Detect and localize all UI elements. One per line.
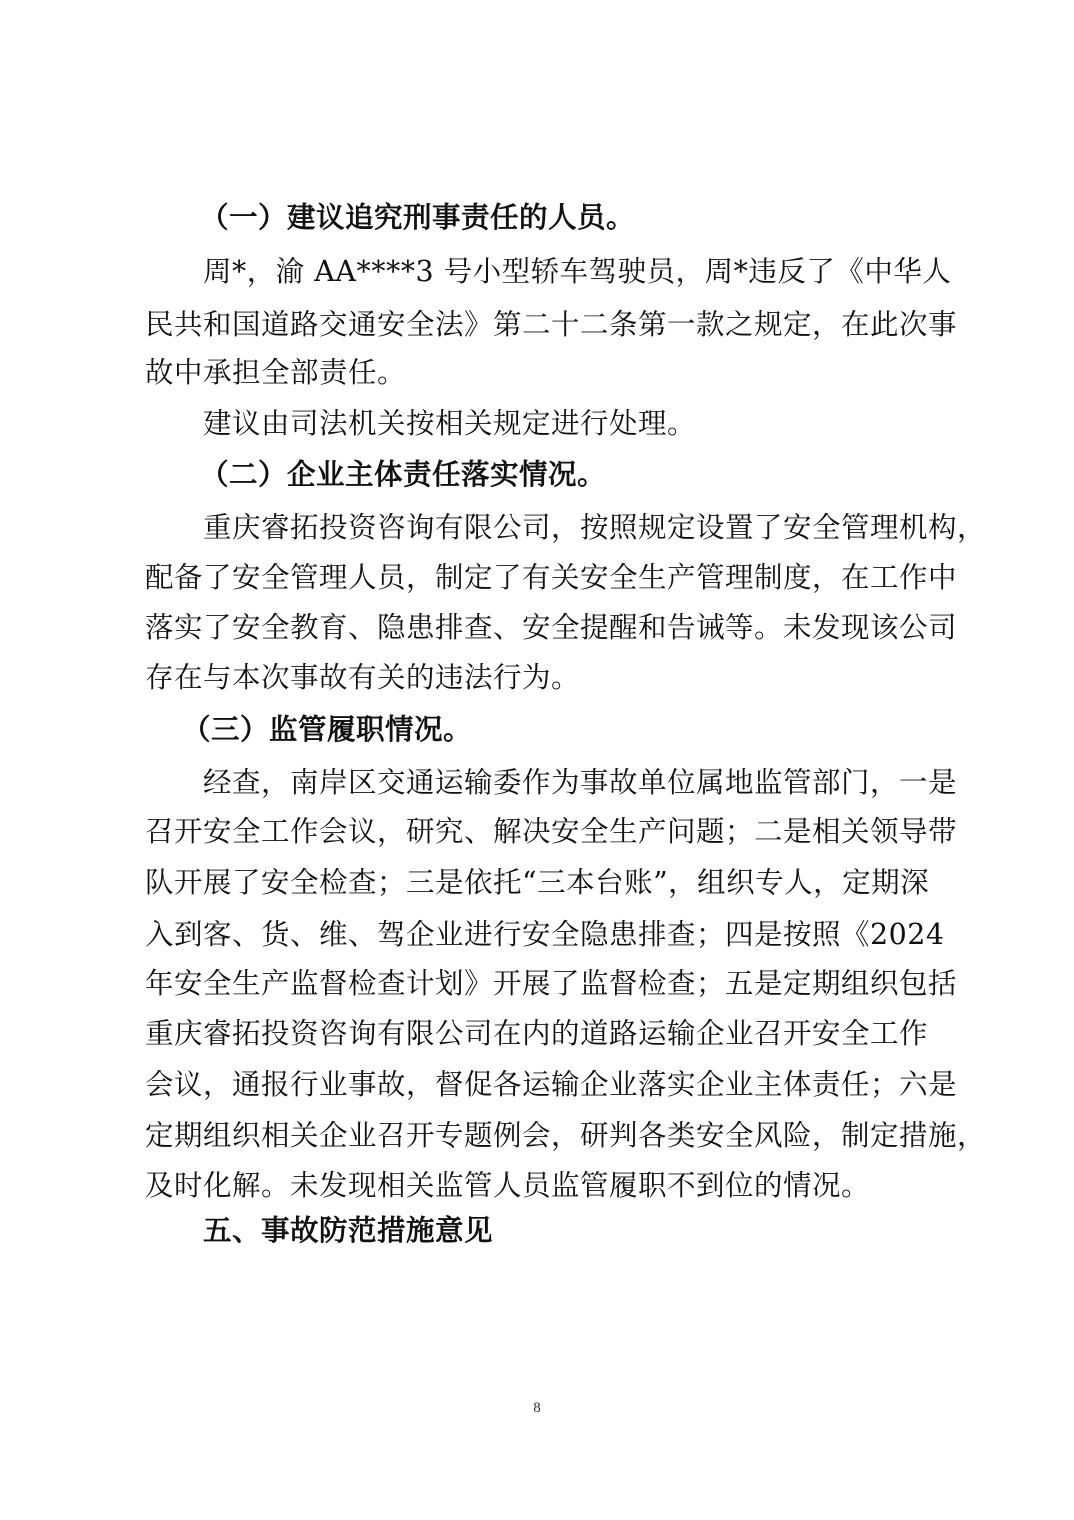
page-number: 8 [533, 1400, 541, 1416]
paragraph-text: 会议，通报行业事故，督促各运输企业落实企业主体责任；六是 [145, 1068, 958, 1101]
paragraph-text: 入到客、货、维、驾企业进行安全隐患排查；四是按照《2024 [145, 918, 945, 951]
paragraph-line [0, 552, 1074, 604]
paragraph-text: 周*，渝 AA****3 号小型轿车驾驶员，周*违反了《中华人 [203, 255, 952, 288]
paragraph-text: 存在与本次事故有关的违法行为。 [145, 661, 581, 694]
section-title-prevention-measures [0, 1205, 1074, 1257]
heading-enterprise-responsibility [0, 449, 1074, 501]
paragraph-text: 年安全生产监督检查计划》开展了监督检查；五是定期组织包括 [145, 967, 958, 1000]
paragraph-line [0, 347, 1074, 399]
paragraph-line [0, 299, 1074, 351]
paragraph-line [0, 806, 1074, 858]
paragraph-line [0, 857, 1074, 909]
paragraph-text: 经查，南岸区交通运输委作为事故单位属地监管部门，一是 [203, 766, 958, 799]
heading-text: （一）建议追究刑事责任的人员。 [200, 201, 636, 234]
heading-criminal-responsibility [0, 192, 1074, 244]
paragraph-line [0, 909, 1074, 961]
paragraph-text: 配备了安全管理人员，制定了有关安全生产管理制度，在工作中 [145, 561, 958, 594]
paragraph-line [0, 502, 1074, 554]
paragraph-line [0, 958, 1074, 1010]
paragraph-line [0, 1110, 1074, 1162]
paragraph-text: 落实了安全教育、隐患排查、安全提醒和告诫等。未发现该公司 [145, 611, 958, 644]
paragraph-line [0, 652, 1074, 704]
paragraph-line [0, 602, 1074, 654]
heading-supervision-duties [0, 704, 1074, 756]
paragraph-text: 定期组织相关企业召开专题例会，研判各类安全风险，制定措施， [145, 1119, 987, 1152]
paragraph-line [0, 1008, 1074, 1060]
paragraph-line [0, 398, 1074, 450]
paragraph-text: 及时化解。未发现相关监管人员监管履职不到位的情况。 [145, 1169, 871, 1202]
paragraph-line [0, 1059, 1074, 1111]
heading-text: （三）监管履职情况。 [182, 713, 473, 746]
paragraph-line [0, 246, 1074, 298]
paragraph-text: 民共和国道路交通安全法》第二十二条第一款之规定，在此次事 [145, 308, 958, 341]
paragraph-text: 重庆睿拓投资咨询有限公司在内的道路运输企业召开安全工作 [145, 1017, 929, 1050]
heading-text: （二）企业主体责任落实情况。 [200, 458, 607, 491]
paragraph-line [0, 757, 1074, 809]
paragraph-text: 召开安全工作会议，研究、解决安全生产问题；二是相关领导带 [145, 815, 958, 848]
paragraph-text: 建议由司法机关按相关规定进行处理。 [203, 407, 697, 440]
section-title-text: 五、事故防范措施意见 [203, 1214, 494, 1247]
paragraph-text: 故中承担全部责任。 [145, 356, 407, 389]
paragraph-text: 队开展了安全检查；三是依托“三本台账”，组织专人，定期深 [145, 866, 930, 899]
paragraph-text: 重庆睿拓投资咨询有限公司，按照规定设置了安全管理机构， [203, 511, 987, 544]
